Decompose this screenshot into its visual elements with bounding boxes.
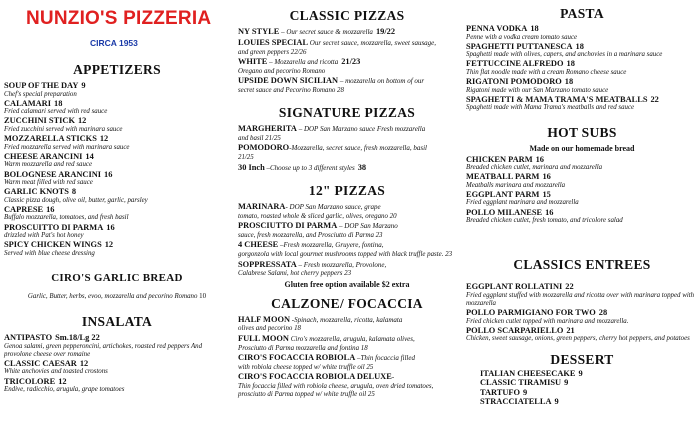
menu-item-name: LOUIES SPECIAL (238, 38, 309, 47)
menu-item-name: BOLOGNESE ARANCINI (4, 169, 102, 179)
menu-item-description: olives and pecorino 18 (238, 325, 301, 333)
menu-item (238, 27, 456, 38)
menu-item-name-line (238, 76, 456, 87)
menu-item-name: WHITE (238, 57, 268, 67)
insalata-list (4, 333, 230, 394)
menu-item-inline-desc: – Our secret sauce & mozzarella (279, 28, 373, 36)
menu-column-left (4, 0, 230, 394)
menu-item-description: Fried eggplant marinara and mozzarella (466, 199, 579, 207)
restaurant-circa: CIRCA 1953 (90, 38, 138, 48)
menu-item-price: 38 (357, 162, 367, 172)
menu-item-name-line (4, 152, 230, 162)
menu-item-description: gorgonzola with local gourmet mushrooms topped with black truffle paste. 23 (238, 250, 453, 258)
menu-column-right (466, 0, 698, 407)
gluten-free-note: Gluten free option available $2 extra (284, 279, 410, 289)
menu-item (238, 143, 456, 162)
menu-item-name-line (4, 359, 230, 369)
twelve-pizzas-list (238, 202, 456, 278)
menu-item-name-line (466, 155, 698, 165)
menu-item-name: FETTUCCINE ALFREDO (466, 59, 564, 69)
section-title-signature-pizzas: SIGNATURE PIZZAS (278, 105, 416, 121)
garlic-bread-desc (4, 293, 230, 301)
menu-item (466, 308, 698, 326)
menu-item (466, 155, 698, 173)
menu-item-description: sauce, fresh mozzarella, and Prosciutto di Parma 23 (238, 231, 383, 239)
menu-item-name-line (466, 24, 698, 34)
section-title-12-pizzas: 12" PIZZAS (308, 183, 386, 199)
menu-item-description: Fried calamari served with red sauce (4, 108, 108, 116)
menu-item-name: CLASSIC TIRAMISU (480, 378, 562, 388)
menu-item-price: 18 (564, 77, 574, 87)
menu-item-name: 4 CHEESE (238, 240, 279, 250)
menu-item-price: 14 (85, 151, 94, 161)
menu-item-price: 9 (81, 81, 86, 90)
menu-item-name: PROSCIUTTO DI PARMA (238, 221, 338, 231)
menu-item-name-line (466, 77, 698, 87)
menu-item-price: 19/22 (375, 27, 396, 36)
dessert-list (466, 369, 698, 407)
menu-item-inline-desc: – Mozzarella and ricotta (267, 58, 339, 67)
menu-item-name-line (480, 397, 698, 407)
menu-item-description: Endive, radicchio, arugula, grape tomatoes (4, 386, 125, 394)
menu-item-price: 22 (565, 282, 574, 292)
menu-item-name-line (466, 95, 698, 105)
menu-item-name-line (4, 99, 230, 109)
menu-item (4, 187, 230, 205)
menu-item-description: Oregano and pecorino Romano (238, 67, 326, 75)
menu-item-name: CALAMARI (4, 98, 51, 108)
section-title-dessert: DESSERT (550, 351, 614, 367)
menu-item (238, 240, 456, 259)
menu-item-name-line (4, 116, 230, 126)
menu-item-description: Penne with a vodka cream tomato sauce (466, 33, 578, 41)
menu-item (4, 81, 230, 99)
menu-item-description: Calabrese Salami, hot cherry peppers 23 (238, 270, 352, 278)
menu-item-price: 16 (542, 172, 551, 182)
menu-item-inline-desc: Ciro's mozzarella, arugula, kalamata olives, (288, 335, 415, 344)
menu-item (4, 205, 230, 223)
menu-item-name-line (466, 326, 698, 336)
menu-item-inline-desc: - (391, 373, 395, 382)
menu-item (4, 359, 230, 377)
menu-item-name: FULL MOON (238, 334, 289, 344)
section-title-calzone: CALZONE/ FOCACCIA (271, 295, 423, 311)
menu-item-name-line (238, 124, 456, 135)
menu-item-description: drizzled with Pat's hot honey (4, 232, 84, 240)
classics-entrees-list (466, 282, 698, 343)
menu-item-name-line (466, 172, 698, 182)
section-title-hot-subs: HOT SUBS (547, 124, 617, 140)
menu-item-name: MOZZARELLA STICKS (4, 134, 97, 144)
menu-item-inline-desc: –Fresh mozzarella, Gruyere, fontina, (278, 241, 384, 250)
menu-item-name-line (4, 333, 230, 343)
signature-pizzas-list (238, 124, 456, 173)
menu-item-inline-desc: -Mozzarella, secret sauce, fresh mozzarella, basil (289, 144, 427, 153)
menu-item-name: EGGPLANT ROLLATINI (466, 282, 563, 292)
menu-item (466, 95, 698, 113)
section-title-pasta: PASTA (560, 6, 604, 21)
menu-item-name: STRACCIATELLA (480, 397, 552, 407)
menu-column-middle (238, 0, 456, 400)
menu-item (480, 388, 698, 398)
menu-item-description: Spaghetti made with olives, capers, and anchovies in a marinara sauce (466, 51, 663, 59)
menu-item-name-line (238, 315, 456, 326)
menu-item (238, 315, 456, 334)
menu-item (466, 326, 698, 344)
menu-item-name-line (466, 208, 698, 218)
menu-item-description: White anchovies and toasted crostons (4, 368, 108, 376)
menu-item-inline-desc: Our secret sauce, mozzarella, sweet sausage, (308, 39, 437, 47)
menu-item-name-line (480, 369, 698, 379)
menu-item-description: and green peppers 22/26 (238, 48, 307, 56)
menu-item (238, 38, 456, 57)
menu-item-name-line (466, 59, 698, 69)
menu-item-name: MEATBALL PARM (466, 172, 540, 182)
garlic-bread-price: 10 (199, 293, 207, 301)
menu-item-description: Fried chicken cutlet topped with marinara and mozzarella. (466, 317, 629, 325)
menu-item-price: 18 (530, 24, 539, 33)
menu-item-description: tomato, roasted whole & sliced garlic, olives, oregano 20 (238, 212, 397, 220)
menu-item-name: CHEESE ARANCINI (4, 151, 83, 161)
menu-item-inline-desc: – DOP San Marzano sauce Fresh mozzarella (296, 125, 426, 134)
menu-item-name-line (466, 42, 698, 52)
menu-item-name: GARLIC KNOTS (4, 187, 69, 197)
menu-item (238, 124, 456, 143)
menu-item (4, 170, 230, 188)
menu-item-inline-desc: –Choose up to 3 different styles (264, 163, 355, 172)
menu-item-name-line (480, 388, 698, 398)
menu-item-name-line (4, 170, 230, 180)
menu-item (238, 163, 456, 174)
menu-item-name: TRICOLORE (4, 376, 56, 386)
section-title-classic-pizzas: CLASSIC PIZZAS (289, 8, 405, 23)
menu-item-price: 21 (566, 325, 575, 335)
classic-pizzas-list (238, 27, 456, 95)
menu-item-name-line (238, 202, 456, 213)
menu-item-description: Prosciutto di Parma mozzarella and fontina 18 (238, 344, 368, 352)
menu-item-name: POLLO PARMIGIANO FOR TWO (466, 308, 596, 318)
menu-item-price: 16 (535, 154, 544, 164)
menu-item-description: Warm mozzarella and red sauce (4, 161, 93, 169)
menu-item (238, 202, 456, 221)
menu-item-inline-desc: – DOP San Marzano (337, 222, 398, 231)
menu-item-description: Spaghetti made with Mama Trama's meatballs and red sauce (466, 104, 635, 112)
menu-item-name: POMODORO (238, 143, 290, 153)
menu-item-price: 8 (71, 187, 77, 197)
menu-item-name-line (238, 221, 456, 232)
menu-item-name: POLLO MILANESE (466, 207, 543, 217)
menu-item-inline-desc: –Thin focaccia filled (355, 354, 415, 363)
menu-item-description: Chicken, sweet sausage, onions, green peppers, cherry hot peppers, and potatoes (466, 335, 690, 343)
menu-item (4, 116, 230, 134)
menu-item-name: PROSCUITTO DI PARMA (4, 222, 104, 232)
menu-item-price: 9 (523, 387, 528, 397)
hot-subs-note: Made on our homemade bread (529, 143, 635, 153)
menu-item-description: Rigatoni made with our San Marzano tomato sauce (466, 86, 609, 94)
menu-item-name: UPSIDE DOWN SICILIAN (238, 76, 339, 86)
pasta-list (466, 24, 698, 113)
menu-item-name: SPAGHETTI PUTTANESCA (466, 41, 573, 51)
menu-item-name-line (466, 190, 698, 200)
menu-item-name: CHICKEN PARM (466, 154, 533, 164)
menu-item-name: CLASSIC CAESAR (4, 358, 77, 368)
menu-item-name: 30 Inch (238, 162, 265, 172)
menu-item-description: Chef's special preparation (4, 90, 77, 98)
menu-item (466, 282, 698, 308)
menu-item-name: POLLO SCARPARIELLO (466, 325, 564, 335)
menu-item-price: 12 (77, 116, 87, 126)
menu-item-name: PENNA VODKA (466, 24, 528, 33)
menu-item-name-line (238, 353, 456, 364)
menu-item-price: 16 (104, 169, 113, 179)
menu-item-inline-desc: – mozzarella on bottom of our (338, 77, 425, 86)
appetizers-list (4, 81, 230, 258)
menu-item (4, 152, 230, 170)
menu-item-name-line (4, 377, 230, 387)
menu-item (480, 369, 698, 379)
menu-item-name-line (466, 308, 698, 318)
menu-item-name-line (4, 223, 230, 233)
menu-item-name-line (238, 38, 456, 49)
menu-item-price: 22 (650, 94, 659, 104)
menu-item-description: Breaded chicken cutlet, fresh tomato, and tricolore salad (466, 217, 623, 225)
menu-item-name-line (4, 134, 230, 144)
menu-item (238, 221, 456, 240)
menu-item-description: Classic pizza dough, olive oil, butter, garlic, parsley (4, 196, 148, 204)
menu-item-price: 12 (99, 134, 109, 144)
menu-item-price: 9 (554, 397, 559, 407)
menu-item-name: SPAGHETTI & MAMA TRAMA'S MEATBALLS (466, 94, 648, 104)
menu-item-description: Meatballs marinara and mozzarella (466, 181, 566, 189)
menu-item-price: 21/23 (341, 57, 361, 67)
menu-item (238, 57, 456, 76)
section-title-classics-entrees: CLASSICS ENTREES (513, 257, 651, 273)
menu-item (238, 76, 456, 95)
menu-item-name-line (238, 143, 456, 154)
menu-item-price: 16 (545, 207, 554, 217)
menu-item-price: 12 (104, 240, 114, 250)
menu-item-name-line (4, 205, 230, 215)
menu-item-name-line (238, 240, 456, 251)
menu-item (4, 377, 230, 395)
menu-item (238, 353, 456, 372)
menu-item (466, 208, 698, 226)
menu-item (480, 378, 698, 388)
menu-item-name: EGGPLANT PARM (466, 189, 540, 199)
menu-item (238, 334, 456, 353)
menu-item-description: Fried zucchini served with marinara sauce (4, 125, 123, 133)
menu-item-name: HALF MOON (238, 314, 291, 324)
menu-item-name-line (238, 260, 456, 271)
menu-item-name: CAPRESE (4, 204, 44, 214)
menu-item (466, 77, 698, 95)
menu-item-price: 9 (564, 378, 569, 388)
menu-item (466, 24, 698, 42)
menu-item-price: 18 (575, 41, 584, 51)
menu-item-price: 15 (542, 189, 551, 199)
menu-item-name: TARTUFO (480, 387, 521, 397)
menu-item (4, 223, 230, 241)
calzone-list (238, 315, 456, 400)
menu-item (238, 372, 456, 399)
menu-item-price: 16 (46, 204, 55, 214)
menu-item-name: SPICY CHICKEN WINGS (4, 240, 102, 250)
menu-item-name-line (4, 187, 230, 197)
section-title-insalata: INSALATA (81, 314, 153, 330)
menu-item-inline-desc: -Spinach, mozzarella, ricotta, kalamata (290, 315, 403, 324)
menu-item (238, 260, 456, 279)
menu-item-price: 28 (598, 308, 608, 318)
menu-item (466, 190, 698, 208)
menu-item (466, 42, 698, 60)
menu-item-price: 16 (106, 222, 115, 232)
menu-item-price: 9 (578, 368, 583, 378)
menu-item-name: MARGHERITA (238, 124, 297, 134)
menu-item-price: 18 (566, 59, 575, 69)
hot-subs-list (466, 155, 698, 226)
menu-item-name-line (238, 372, 456, 383)
menu-item (480, 397, 698, 407)
menu-item-name-line (238, 27, 456, 38)
menu-item (4, 99, 230, 117)
menu-item-description: 21/25 (238, 153, 254, 161)
menu-item-name-line (238, 163, 456, 174)
menu-item-price: 18 (54, 98, 63, 108)
menu-item-name: CIRO'S FOCACCIA ROBIOLA DELUXE (238, 372, 392, 382)
section-title-garlic-bread: CIRO'S GARLIC BREAD (51, 272, 183, 285)
menu-item-price: 12 (79, 358, 89, 368)
menu-item-name: SOUP OF THE DAY (4, 81, 79, 90)
menu-item (4, 240, 230, 258)
garlic-bread-text: Garlic, Butter, herbs, evoo, mozzarella and pecorino Romano (27, 293, 198, 301)
menu-item-price: 12 (58, 376, 67, 386)
menu-item-description: Fried eggplant stuffed with mozzarella and ricotta over with marinara topped with mozzarella (466, 291, 695, 308)
menu-item-name: NY STYLE (238, 27, 280, 36)
menu-item-description: Breaded chicken cutlet, marinara and mozzarella (466, 164, 603, 172)
menu-item-description: with robiola cheese topped w/ white truffle oil 25 (238, 363, 374, 371)
menu-item-name-line (466, 282, 698, 292)
menu-item-description: Genoa salami, green pepperoncini, artichokes, roasted red peppers And provolone cheese over romaine (4, 342, 203, 358)
menu-item-description: and basil 21/25 (238, 134, 281, 142)
menu-item (4, 134, 230, 152)
menu-item-name: ANTIPASTO (4, 333, 53, 343)
menu-item-description: Thin focaccia filled with robiola cheese, arugula, oven dried tomatoes, prosciutto di Parma topped w/ white truffle oil 25 (238, 382, 434, 399)
menu-item (4, 333, 230, 359)
menu-item-price: Sm.18/Lg 22 (55, 333, 100, 343)
restaurant-name: NUNZIO'S PIZZERIA (26, 8, 212, 29)
menu-item-description: Served with blue cheese dressing (4, 249, 95, 257)
menu-item-name-line (238, 57, 456, 68)
menu-item-description: Thin flat noodle made with a cream Romano cheese sauce (466, 68, 627, 76)
menu-item-name-line (4, 240, 230, 250)
menu-item-name: MARINARA (238, 202, 286, 212)
menu-item-name-line (238, 334, 456, 345)
menu-item-name-line (4, 81, 230, 91)
menu-item-description: Buffalo mozzarella, tomatoes, and fresh basil (4, 214, 129, 222)
menu-item (466, 172, 698, 190)
menu-item-name: SOPPRESSATA (238, 259, 297, 269)
menu-item-description: secret sauce and Pecorino Romano 28 (238, 86, 344, 94)
menu-item-name: ITALIAN CHEESECAKE (480, 368, 576, 378)
section-title-appetizers: APPETIZERS (73, 62, 161, 77)
menu-item (466, 59, 698, 77)
menu-item-inline-desc: - DOP San Marzano sauce, grape (285, 203, 381, 212)
menu-item-name: CIRO'S FOCACCIA ROBIOLA (238, 353, 356, 363)
menu-item-inline-desc: – Fresh mozzarella, Provolone, (296, 260, 387, 269)
menu-item-description: Warm meat filled with red sauce (4, 179, 93, 187)
menu-item-name: RIGATONI POMODORO (466, 77, 562, 87)
menu-item-name: ZUCCHINI STICK (4, 116, 75, 126)
menu-item-name-line (480, 378, 698, 388)
menu-item-description: Fried mozzarella served with marinara sauce (4, 143, 130, 151)
